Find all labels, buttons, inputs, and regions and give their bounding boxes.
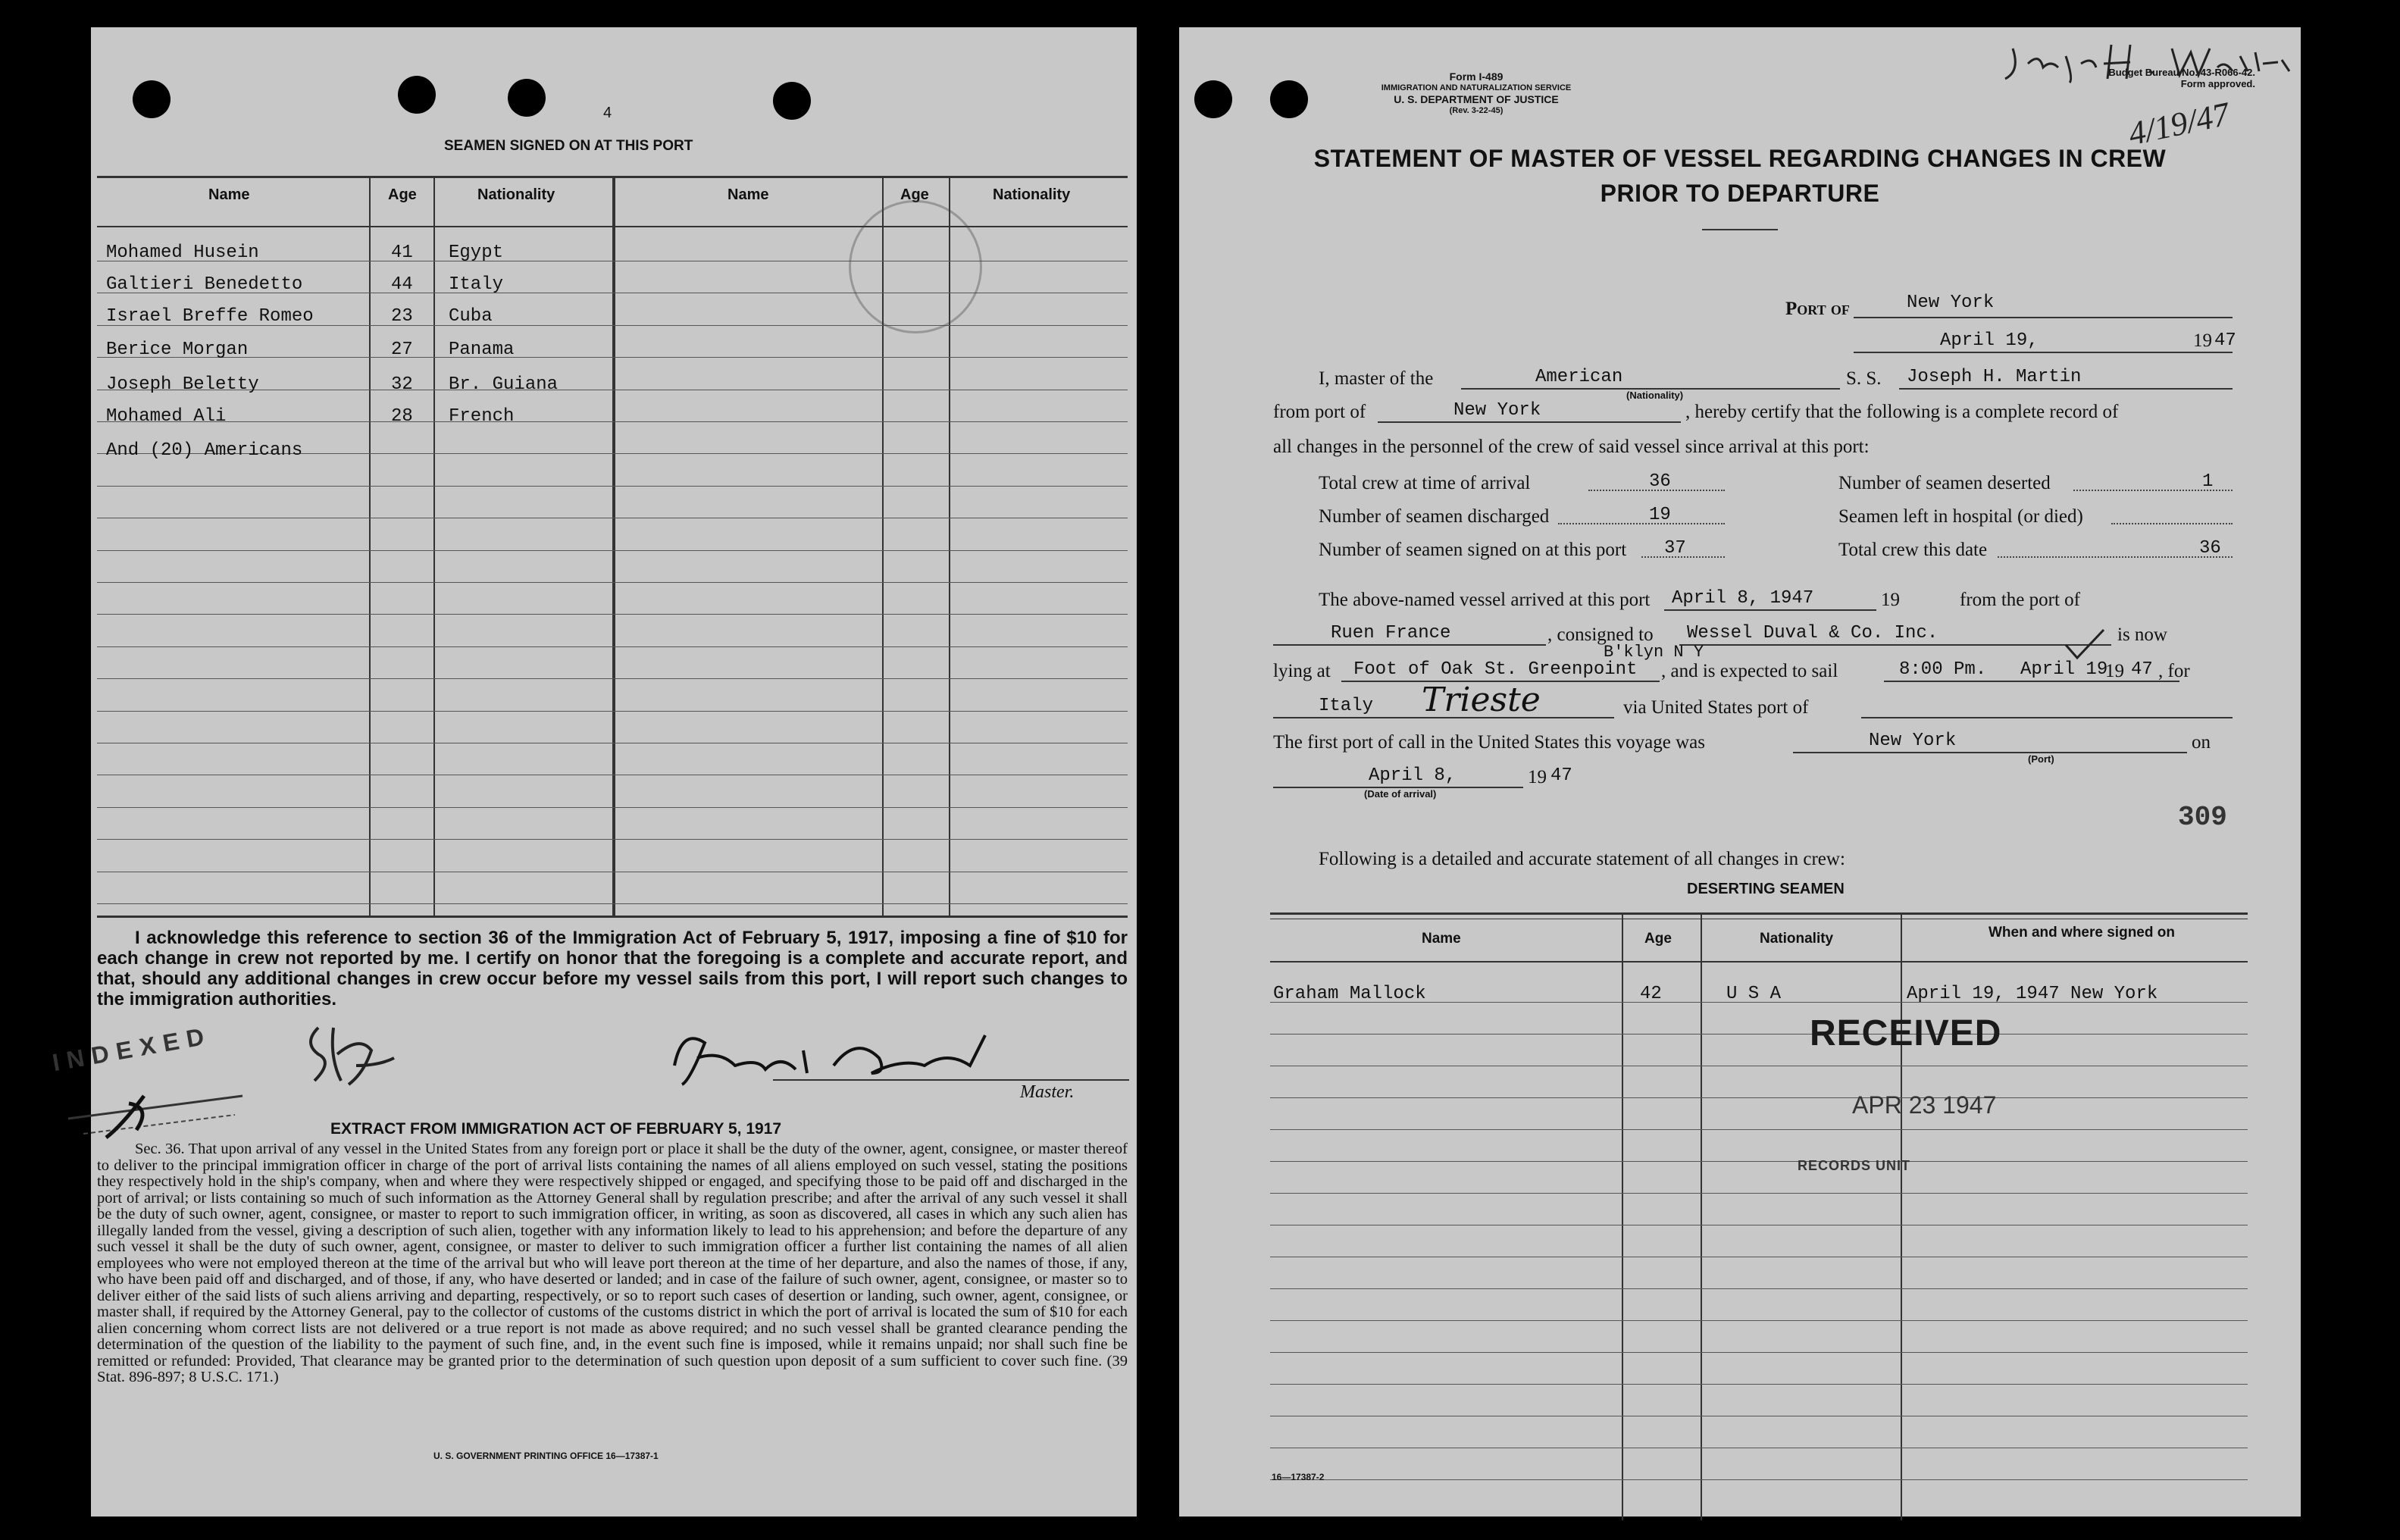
punch-hole <box>1270 80 1308 118</box>
left-page <box>50 27 1137 1517</box>
form-header <box>1355 71 1597 117</box>
col-header-age: Age <box>388 186 417 203</box>
desert-table-row-rule <box>1270 1352 2248 1353</box>
desert-col-header-name: Name <box>1422 931 1461 947</box>
budget-line-1: Budget Bureau No. 43-R066-42. <box>2108 67 2255 78</box>
arrived-date: April 8, 1947 <box>1672 588 1814 609</box>
sail-time: 8:00 Pm. <box>1899 659 1987 680</box>
changes-text: all changes in the personnel of the crew of said vessel since arrival at this port: <box>1273 437 1870 457</box>
lying-at-sup: B'klyn N Y <box>1604 643 1704 662</box>
punch-hole <box>398 76 436 114</box>
sail-year: 47 <box>2131 659 2153 680</box>
lying-at-label: lying at <box>1273 661 1331 681</box>
master-label: Master. <box>1020 1082 1075 1102</box>
from-port-of-label: from the port of <box>1960 590 2080 610</box>
row-nationality: French <box>449 406 515 427</box>
stat-label: Number of seamen deserted <box>1838 473 2051 493</box>
date-line <box>1854 350 2233 353</box>
col-header-name: Name <box>208 186 250 203</box>
desert-col-divider <box>1901 914 1902 1520</box>
title-line-2: PRIOR TO DEPARTURE <box>1600 180 1880 207</box>
via-port-line <box>1861 715 2233 718</box>
stat-value: 1 <box>2202 471 2214 492</box>
agency-line-1: IMMIGRATION AND NATURALIZATION SERVICE <box>1381 83 1572 92</box>
row-name: Berice Morgan <box>106 340 249 360</box>
first-port-label: The first port of call in the United States this voyage was <box>1273 732 1706 753</box>
ship-name: Joseph H. Martin <box>1907 367 2082 387</box>
from-port: New York <box>1453 400 1541 421</box>
punch-hole <box>773 82 811 120</box>
table-row-rule <box>97 550 1128 551</box>
date-value: April 19, <box>1940 330 2039 351</box>
row-age: 32 <box>391 374 413 395</box>
row-name: Joseph Beletty <box>106 374 259 395</box>
revision: (Rev. 3-22-45) <box>1449 106 1504 115</box>
via-label: via United States port of <box>1623 697 1809 718</box>
stat-label: Seamen left in hospital (or died) <box>1838 506 2083 527</box>
row-age: 44 <box>391 274 413 295</box>
origin-port: Ruen France <box>1331 623 1451 643</box>
col-header-name-2: Name <box>728 186 769 203</box>
stat-label: Number of seamen discharged <box>1319 506 1550 527</box>
table-row-rule <box>97 421 1128 422</box>
printing-office: U. S. GOVERNMENT PRINTING OFFICE 16—17387-1 <box>433 1451 659 1461</box>
printing-code: 16—17387-2 <box>1272 1472 1325 1482</box>
for-label: , for <box>2158 661 2190 681</box>
col-divider-center <box>612 177 615 917</box>
nationality-value: American <box>1535 367 1623 387</box>
table-row-rule <box>97 903 1128 904</box>
right-page <box>1179 27 2301 1517</box>
deserting-heading: DESERTING SEAMEN <box>1687 881 1845 897</box>
seamen-signed-heading: SEAMEN SIGNED ON AT THIS PORT <box>444 138 693 154</box>
punch-hole <box>1194 80 1232 118</box>
table-row-rule <box>97 711 1128 712</box>
desert-row-signed: April 19, 1947 New York <box>1907 984 2158 1004</box>
desert-row-nationality: U S A <box>1726 984 1782 1004</box>
form-title <box>1179 141 2301 211</box>
handwritten-ship-name <box>1998 33 2301 86</box>
desert-col-header-nationality: Nationality <box>1760 931 1834 947</box>
col-header-nationality: Nationality <box>477 186 555 203</box>
budget-line-2: Form approved. <box>2180 78 2255 89</box>
stat-value: 36 <box>2199 538 2221 559</box>
following-text: Following is a detailed and accurate statement of all changes in crew: <box>1319 849 1845 869</box>
stat-leader <box>1558 523 1725 524</box>
desert-table-row-rule <box>1270 1320 2248 1321</box>
records-stamp: RECORDS UNIT <box>1798 1158 1911 1173</box>
certify-text: , hereby certify that the following is a complete record of <box>1685 402 2119 422</box>
check-mark-icon <box>2062 626 2107 664</box>
year-prefix: 19 <box>2193 330 2212 351</box>
stat-value: 36 <box>1649 471 1671 492</box>
stat-label: Total crew this date <box>1838 540 1988 560</box>
ss-label: S. S. <box>1846 368 1882 389</box>
stat-value: 19 <box>1649 505 1671 525</box>
nationality-caption: (Nationality) <box>1626 390 1684 401</box>
row-nationality: Cuba <box>449 306 493 327</box>
sail-year-prefix: 19 <box>2105 661 2124 681</box>
table-row-rule <box>97 486 1128 487</box>
punch-hole <box>508 79 546 117</box>
row-age: 41 <box>391 243 413 263</box>
port-caption: (Port) <box>2028 753 2054 765</box>
row-name: Galtieri Benedetto <box>106 274 303 295</box>
consignee: Wessel Duval & Co. Inc. <box>1687 623 1938 643</box>
handwritten-date: 4/19/47 <box>2125 95 2233 153</box>
from-port-label: from port of <box>1273 402 1366 422</box>
desert-table-row-rule <box>1270 1161 2248 1162</box>
indexed-stamp-marks <box>61 1073 258 1141</box>
punch-hole <box>133 80 171 118</box>
col-header-age-2: Age <box>900 186 929 203</box>
on-label: on <box>2192 732 2211 753</box>
stat-leader <box>2111 523 2233 524</box>
desert-row-age: 42 <box>1640 984 1662 1004</box>
page-number: 4 <box>603 105 612 121</box>
col-divider <box>369 177 371 917</box>
table-row-rule <box>97 357 1128 358</box>
acknowledgement-text: I acknowledge this reference to section 36 of the Immigration Act of February 5, 1917, imposing a fine of $10 for each change in crew not reported by me. I certify on honor that the foregoing is a complete and accurate report, and that, should any additional changes in crew occur before my vessel sails from this port, I will report such changes to the immigration authorities. <box>97 928 1128 1009</box>
first-arrival-year: 47 <box>1550 765 1572 786</box>
arrived-label: The above-named vessel arrived at this port <box>1319 590 1651 610</box>
received-date-stamp: APR 23 1947 <box>1852 1091 1997 1119</box>
row-nationality: Panama <box>449 340 515 360</box>
title-rule <box>1702 229 1778 230</box>
stamped-number: 309 <box>2178 802 2227 833</box>
desert-col-divider <box>1701 914 1702 1520</box>
row-age: 27 <box>391 340 413 360</box>
col-header-nationality-2: Nationality <box>993 186 1071 203</box>
master-signature <box>652 1013 1015 1096</box>
destination: Italy <box>1319 696 1374 716</box>
desert-table-row-rule <box>1270 1193 2248 1194</box>
desert-table-header-rule <box>1270 961 2248 962</box>
master-of-label: I, master of the <box>1319 368 1434 389</box>
destination-handwritten: Trieste <box>1422 681 1541 719</box>
postmark-stamp <box>849 200 982 333</box>
table-row-rule <box>97 582 1128 583</box>
desert-table-top-rule <box>1270 912 2248 915</box>
desert-table-row-rule <box>1270 1097 2248 1098</box>
row-age: 28 <box>391 406 413 427</box>
desert-table-row-rule <box>1270 1129 2248 1130</box>
agency-line-2: U. S. DEPARTMENT OF JUSTICE <box>1394 93 1559 105</box>
first-port-line <box>1793 750 2187 753</box>
extract-text: Sec. 36. That upon arrival of any vessel in the United States from any foreign port or place it shall be the duty of the owner, agent, consignee, or master thereof to deliver to the principal immigration officer in charge of the port of arrival lists containing the names of all aliens employed on such vessel, stating the positions they respectively hold in the ship's company, when and where they were respectively shipped or engaged, and specifying those to be paid off and discharged in the port of arrival; or lists containing so much of such information as the Attorney General shall by regulation prescribe; and after the arrival of any such vessel it shall be the duty of such owner, agent, consignee, or master to report to such immigration officer, in writing, as soon as discovered, all cases in which any such alien has illegally landed from the vessel, giving a description of such alien, together with any information likely to lead to his apprehension; and before the departure of any such vessel it shall be the duty of such owner, agent, consignee, or master to deliver to such immigration officer a further list containing the names of all alien employees who were not employed thereon at the time of the arrival but who will leave port thereon at the time of her departure, and also the names of those, if any, who have been paid off and discharged, and of those, if any, who have deserted or landed; and in case of the failure of such owner, agent, consignee, or master so to deliver either of the said lists of such aliens arriving and departing, respectively, or so to report such cases of desertion or landing, such owner, agent, consignee, or master shall, if required by the Attorney General, pay to the collector of customs of the customs district in which the port of arrival is located the sum of $10 for each alien concerning whom correct lists are not delivered or a true report is not made as above required; and no such vessel shall be granted clearance pending the determination of the question of the liability to the payment of such fine, and, in the event such fine is imposed, while it remains unpaid; nor shall such fine be remitted or refunded: Provided, That clearance may be granted prior to the determination of such question upon deposit of a sum sufficient to cover such fine. (39 Stat. 896-897; 8 U.S.C. 171.) <box>97 1141 1128 1385</box>
expected-label: , and is expected to sail <box>1661 661 1838 681</box>
stat-leader <box>1998 556 2233 558</box>
desert-table-row-rule <box>1270 1384 2248 1385</box>
master-signature-line <box>773 1079 1129 1081</box>
desert-row-name: Graham Mallock <box>1273 984 1426 1004</box>
row-name: Mohamed Ali <box>106 406 227 427</box>
first-port: New York <box>1869 731 1957 751</box>
extract-title: EXTRACT FROM IMMIGRATION ACT OF FEBRUARY 5, 1917 <box>330 1120 782 1138</box>
first-arrival-year-prefix: 19 <box>1528 767 1547 787</box>
received-stamp: RECEIVED <box>1810 1013 2002 1053</box>
lying-at: Foot of Oak St. Greenpoint <box>1353 659 1638 680</box>
form-number: Form I-489 <box>1449 70 1504 83</box>
row-name: And (20) Americans <box>106 440 303 461</box>
row-nationality: Italy <box>449 274 504 295</box>
is-now-label: is now <box>2117 624 2167 645</box>
desert-table-row-rule <box>1270 1479 2248 1480</box>
handwritten-initials <box>288 1013 409 1096</box>
date-of-arrival-caption: (Date of arrival) <box>1364 788 1437 800</box>
desert-col-header-age: Age <box>1644 931 1672 947</box>
first-arrival-date: April 8, <box>1369 765 1457 786</box>
stat-label: Number of seamen signed on at this port <box>1319 540 1627 560</box>
port-of-value: New York <box>1907 293 1995 313</box>
col-divider <box>433 177 435 917</box>
sail-date: April 19 <box>2020 659 2108 680</box>
table-row-rule <box>97 614 1128 615</box>
port-of-line <box>1854 315 2233 318</box>
row-name: Mohamed Husein <box>106 243 259 263</box>
row-name: Israel Breffe Romeo <box>106 306 314 327</box>
consigned-label: , consigned to <box>1547 624 1654 645</box>
table-row-rule <box>97 678 1128 679</box>
port-of-label: Port of <box>1785 299 1850 319</box>
table-row-rule <box>97 646 1128 647</box>
stat-label: Total crew at time of arrival <box>1319 473 1531 493</box>
arrived-year-prefix: 19 <box>1881 590 1900 610</box>
stat-value: 37 <box>1664 538 1686 559</box>
row-nationality: Br. Guiana <box>449 374 559 395</box>
year-value: 47 <box>2214 330 2236 351</box>
table-row-rule <box>97 839 1128 840</box>
desert-col-divider <box>1622 914 1623 1520</box>
desert-col-header-signed: When and where signed on <box>1989 925 2175 941</box>
desert-table-row-rule <box>1270 1288 2248 1289</box>
title-line-1: STATEMENT OF MASTER OF VESSEL REGARDING CHANGES IN CREW <box>1313 145 2167 172</box>
indexed-stamp: INDEXED <box>50 1021 214 1077</box>
row-age: 23 <box>391 306 413 327</box>
table-row-rule <box>97 807 1128 808</box>
row-nationality: Egypt <box>449 243 504 263</box>
